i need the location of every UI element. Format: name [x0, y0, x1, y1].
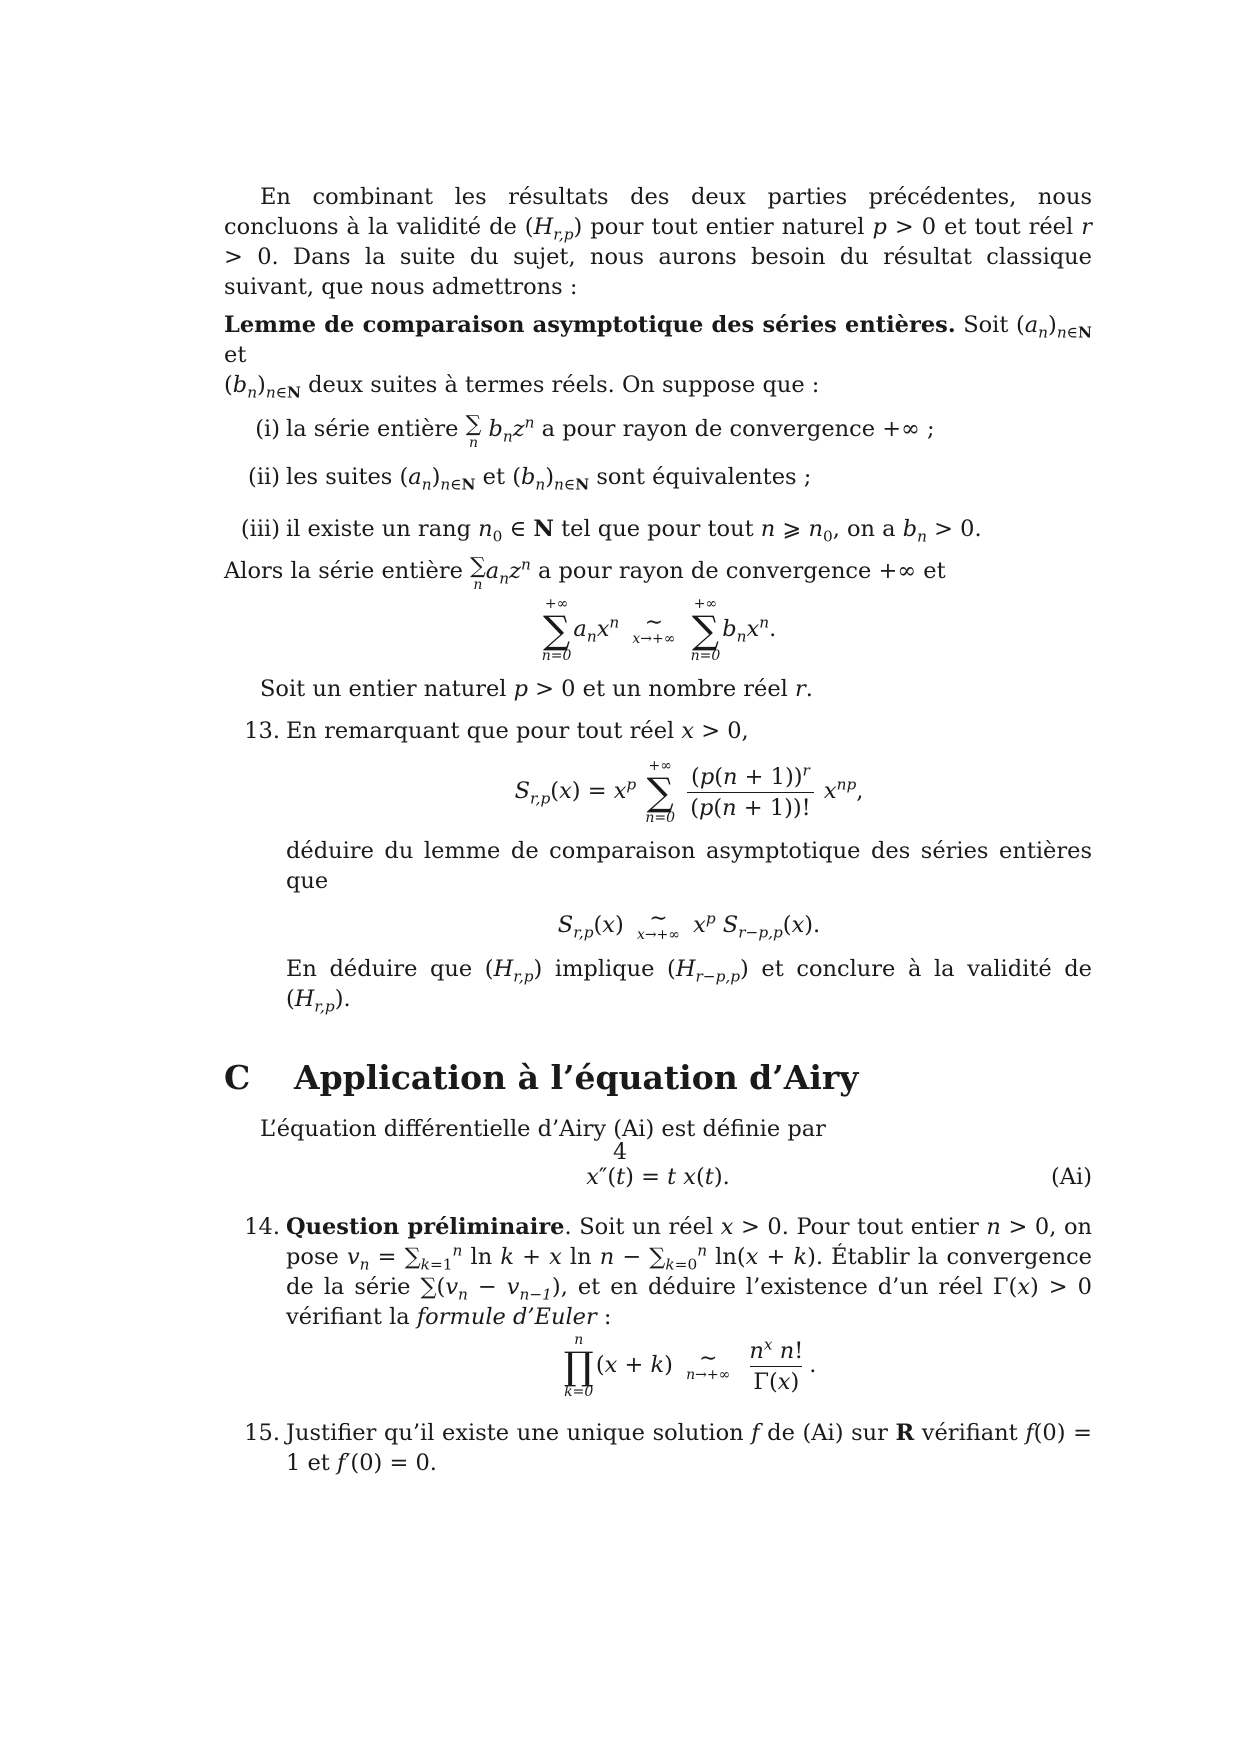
question-14: 14. Question préliminaire. Soit un réel x > 0. Pour tout entier n > 0, on pose $v_n = \sum_{k=1}^n$ ln k + x $\ln n - \sum_{k=0}^n$ ln(x + k). Établir la convergence de la série $\sum(v_n - v_{n-1})$, et en déduire l’existence d’un réel Γ(x) > 0 vérifiant la formule d’Euler : [244, 1214, 1092, 1330]
page-content [224, 182, 1092, 1478]
equation-tag: (Ai) [1050, 1164, 1092, 1190]
question-15: 15. Justifier qu’il existe une unique solution f de (Ai) sur R vérifiant f(0) = 1 et f′(0) = 0. [244, 1420, 1092, 1476]
section-heading: C Application à l’équation d’Airy [224, 1058, 859, 1097]
lemma-equivalence-formula: +∞ ∑ n=0 $a_nx^n$ ∼ x→+∞ +∞ ∑ n=0 $b_nx^n$. [541, 596, 777, 664]
page-number: 4 [613, 1140, 627, 1165]
airy-equation: x″(t) = t x(t). (Ai) [586, 1164, 1092, 1190]
lemma-item-iii: (iii) il existe un rang $n_0$ ∈ N tel que pour tout n ⩾ $n_0$, on a $b_n > 0$. [240, 516, 982, 546]
euler-formula: n ∏ k=0 (x + k) ∼ n→+∞ $\frac{n^x n!}{\Gamma(x)}$ . [563, 1332, 817, 1400]
question-13-conclusion: En déduire que $(H_{r,p})$ implique $(H_{r-p,p})$ et conclure à la validité de $(H_{r,p})$. [286, 956, 1092, 1016]
paragraph-soit: Soit un entier naturel p > 0 et un nombre réel r. [260, 676, 813, 702]
intro-paragraph: En combinant les résultats des deux parties précédentes, nous concluons à la validité de $(H_{r,p})$ pour tout entier naturel p > 0 et tout réel r > 0. Dans la suite du sujet, nous aurons besoin du résultat classique suivant, que nous admettrons : [224, 184, 1092, 300]
formula-S-equivalence: $S_{r,p}(x)$ ∼ x→+∞ $x^p$ $S_{r-p,p}(x)$. [557, 906, 821, 943]
lemma-conclusion: Alors la série entière ∑ n $a_nz^n$ a pour rayon de convergence +∞ et [224, 554, 946, 593]
formula-S-rp: $S_{r,p}(x) = x^p$ +∞ ∑ n=0 $\frac{(p(n + 1))^r}{(p(n + 1))!}$ $x^{np}$, [514, 758, 864, 826]
lemma-statement: Lemme de comparaison asymptotique des séries entières. Soit $(a_n)_{n\in N}$ et $(b_n)_{n\in N}$ deux suites à termes réels. On suppose que : [224, 312, 1092, 402]
question-13-deduce: déduire du lemme de comparaison asymptotique des séries entières que [286, 838, 1092, 894]
question-13: 13. En remarquant que pour tout réel x > 0, [244, 718, 749, 744]
airy-intro: L’équation différentielle d’Airy (Ai) est définie par [260, 1116, 826, 1142]
lemma-item-ii: (ii) les suites $(a_n)_{n\in N}$ et $(b_n)_{n\in N}$ sont équivalentes ; [248, 464, 812, 494]
lemma-item-i: (i) la série entière ∑ n $b_nz^n$ a pour rayon de convergence +∞ ; [255, 412, 935, 451]
